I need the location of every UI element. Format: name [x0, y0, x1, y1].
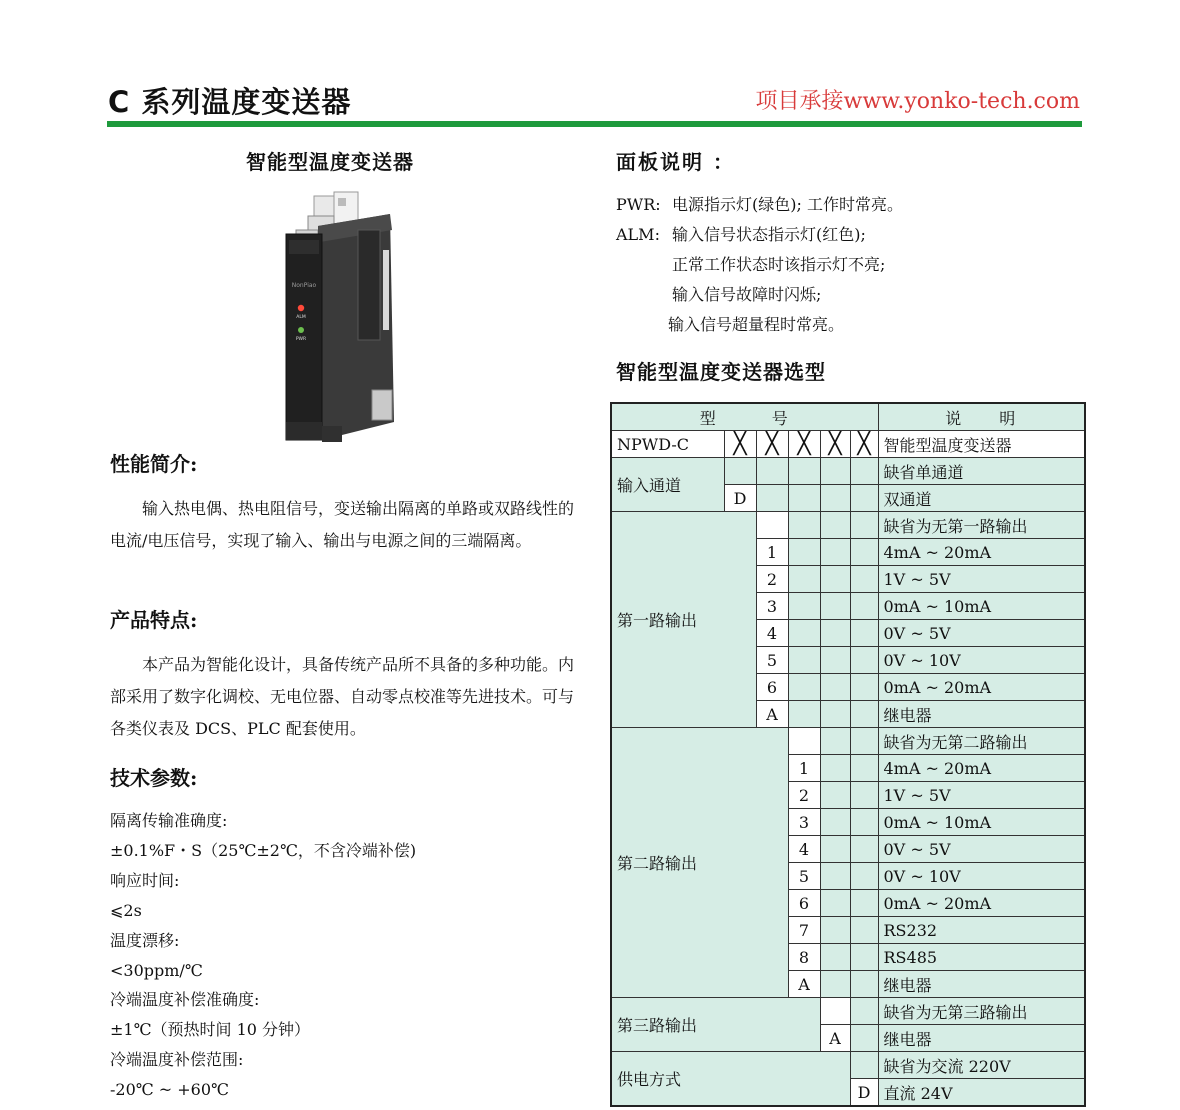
option-code: A	[820, 1025, 850, 1052]
filler-cell	[850, 971, 878, 998]
x-mark: ╳	[850, 431, 878, 458]
filler-cell	[850, 782, 878, 809]
filler-cell	[788, 458, 820, 485]
table-row	[611, 431, 1085, 458]
filler-cell	[850, 674, 878, 701]
product-title: 智能型温度变送器	[246, 150, 414, 174]
product-image	[278, 190, 408, 445]
panel-heading: 面板说明 ：	[616, 150, 735, 174]
filler-cell	[756, 485, 788, 512]
option-code: D	[850, 1079, 878, 1107]
filler-cell	[820, 809, 850, 836]
option-desc: 0V ~ 10V	[878, 647, 1085, 674]
intro-text: 输入热电偶、热电阻信号，变送输出隔离的单路或双路线性的电流/电压信号，实现了输入、输出与电源之间的三端隔离。	[110, 499, 575, 550]
option-code: 4	[788, 836, 820, 863]
filler-cell	[850, 485, 878, 512]
filler-cell	[788, 512, 820, 539]
option-code: 1	[788, 755, 820, 782]
option-code: 3	[788, 809, 820, 836]
page-title: C 系列温度变送器	[108, 85, 352, 119]
option-code	[850, 1052, 878, 1079]
x-mark: ╳	[724, 431, 756, 458]
filler-cell	[850, 836, 878, 863]
selection-heading: 智能型温度变送器选型	[616, 360, 826, 384]
filler-cell	[820, 917, 850, 944]
group-name: 第三路输出	[611, 998, 820, 1052]
header-desc: 说 明	[878, 403, 1085, 431]
led-label-pwr: PWR	[295, 337, 307, 342]
spec-line: 冷端温度补偿范围:	[110, 1050, 244, 1070]
option-code: 2	[756, 566, 788, 593]
option-desc: 0mA ~ 20mA	[878, 890, 1085, 917]
filler-cell	[850, 539, 878, 566]
filler-cell	[850, 809, 878, 836]
option-desc: 0V ~ 10V	[878, 863, 1085, 890]
option-desc: 缺省为无第三路输出	[878, 998, 1085, 1025]
filler-cell	[850, 701, 878, 728]
features-heading: 产品特点:	[110, 608, 198, 632]
filler-cell	[788, 539, 820, 566]
filler-cell	[788, 620, 820, 647]
spec-line: 冷端温度补偿准确度:	[110, 990, 260, 1010]
filler-cell	[850, 863, 878, 890]
option-desc: RS232	[878, 917, 1085, 944]
filler-cell	[850, 620, 878, 647]
filler-cell	[820, 782, 850, 809]
panel-line	[616, 310, 903, 340]
option-desc: 0V ~ 5V	[878, 620, 1085, 647]
filler-cell	[820, 512, 850, 539]
panel-line-text: 输入信号超量程时常亮。	[668, 315, 845, 334]
filler-cell	[756, 458, 788, 485]
filler-cell	[820, 647, 850, 674]
option-code: A	[756, 701, 788, 728]
filler-cell	[850, 917, 878, 944]
option-code: A	[788, 971, 820, 998]
filler-cell	[850, 998, 878, 1025]
option-code: 2	[788, 782, 820, 809]
group-name: 供电方式	[611, 1052, 850, 1107]
option-code: 6	[756, 674, 788, 701]
filler-cell	[820, 836, 850, 863]
panel-line	[616, 190, 903, 220]
filler-cell	[850, 593, 878, 620]
option-code: 5	[756, 647, 788, 674]
filler-cell	[820, 863, 850, 890]
filler-cell	[820, 755, 850, 782]
filler-cell	[850, 944, 878, 971]
x-mark: ╳	[820, 431, 850, 458]
panel-line	[616, 280, 903, 310]
filler-cell	[788, 566, 820, 593]
table-row	[611, 512, 1085, 539]
spec-line: 响应时间:	[110, 870, 180, 890]
option-desc: 缺省为无第一路输出	[878, 512, 1085, 539]
filler-cell	[820, 458, 850, 485]
option-code: 1	[756, 539, 788, 566]
filler-cell	[820, 566, 850, 593]
option-desc: 直流 24V	[878, 1079, 1085, 1107]
option-code: 7	[788, 917, 820, 944]
panel-line-label: PWR:	[616, 195, 661, 214]
panel-line-text: 输入信号状态指示灯(红色);	[672, 225, 866, 244]
option-desc: 0V ~ 5V	[878, 836, 1085, 863]
filler-cell	[850, 458, 878, 485]
spec-line: 隔离传输准确度:	[110, 811, 228, 830]
option-desc: 缺省为交流 220V	[878, 1052, 1085, 1079]
panel-line-text: 输入信号故障时闪烁;	[672, 285, 822, 304]
filler-cell	[850, 755, 878, 782]
product-brand: NonPiao	[291, 282, 317, 289]
group-name: 第二路输出	[611, 728, 788, 998]
option-code	[724, 458, 756, 485]
option-code: 3	[756, 593, 788, 620]
option-code: D	[724, 485, 756, 512]
option-desc: 4mA ~ 20mA	[878, 755, 1085, 782]
option-code	[788, 728, 820, 755]
spec-line: ±1℃（预热时间 10 分钟）	[110, 1020, 311, 1040]
option-desc: 缺省单通道	[878, 458, 1085, 485]
option-desc: 0mA ~ 20mA	[878, 674, 1085, 701]
group-name: 输入通道	[611, 458, 724, 512]
option-desc: 缺省为无第二路输出	[878, 728, 1085, 755]
filler-cell	[788, 485, 820, 512]
filler-cell	[788, 593, 820, 620]
filler-cell	[850, 1025, 878, 1052]
table-row	[611, 728, 1085, 755]
option-desc: 4mA ~ 20mA	[878, 539, 1085, 566]
led-label-alm: ALM	[296, 315, 306, 320]
specs-heading: 技术参数:	[110, 766, 198, 790]
group-name: 第一路输出	[611, 512, 756, 728]
filler-cell	[820, 971, 850, 998]
option-desc: 双通道	[878, 485, 1085, 512]
specs-list	[110, 806, 416, 1105]
spec-line: ±0.1%F・S（25℃±2℃，不含冷端补偿)	[110, 840, 417, 860]
filler-cell	[820, 944, 850, 971]
filler-cell	[850, 566, 878, 593]
option-code: 5	[788, 863, 820, 890]
option-code: 8	[788, 944, 820, 971]
filler-cell	[820, 593, 850, 620]
filler-cell	[820, 701, 850, 728]
filler-cell	[850, 728, 878, 755]
filler-cell	[850, 647, 878, 674]
intro-heading: 性能简介:	[110, 452, 198, 476]
option-desc: 1V ~ 5V	[878, 782, 1085, 809]
filler-cell	[788, 674, 820, 701]
option-desc: 继电器	[878, 1025, 1085, 1052]
option-code: 4	[756, 620, 788, 647]
table-row	[611, 998, 1085, 1025]
filler-cell	[820, 485, 850, 512]
model-selection-table	[610, 402, 1086, 1107]
spec-line: ⩽2s	[110, 900, 142, 920]
filler-cell	[850, 890, 878, 917]
table-header-row	[611, 403, 1085, 431]
option-desc: 1V ~ 5V	[878, 566, 1085, 593]
filler-cell	[850, 512, 878, 539]
table-row	[611, 1052, 1085, 1079]
filler-cell	[788, 647, 820, 674]
filler-cell	[788, 701, 820, 728]
panel-line	[616, 250, 903, 280]
panel-line	[616, 220, 903, 250]
model-desc: 智能型温度变送器	[878, 431, 1085, 458]
spec-line: <30ppm/℃	[110, 960, 203, 980]
filler-cell	[820, 620, 850, 647]
option-desc: 0mA ~ 10mA	[878, 593, 1085, 620]
option-desc: RS485	[878, 944, 1085, 971]
features-text: 本产品为智能化设计，具备传统产品所不具备的多种功能。内部采用了数字化调校、无电位器、自动零点校准等先进技术。可与各类仪表及 DCS、PLC 配套使用。	[110, 655, 575, 738]
panel-line-label: ALM:	[616, 225, 660, 244]
filler-cell	[820, 728, 850, 755]
panel-line-text: 正常工作状态时该指示灯不亮;	[672, 255, 886, 274]
option-code: 6	[788, 890, 820, 917]
option-code	[756, 512, 788, 539]
header-divider	[107, 121, 1082, 127]
x-mark: ╳	[788, 431, 820, 458]
option-desc: 继电器	[878, 701, 1085, 728]
filler-cell	[820, 539, 850, 566]
filler-cell	[820, 674, 850, 701]
filler-cell	[820, 890, 850, 917]
panel-line-text: 电源指示灯(绿色); 工作时常亮。	[672, 195, 903, 214]
x-mark: ╳	[756, 431, 788, 458]
table-row	[611, 458, 1085, 485]
model-code: NPWD-C	[611, 431, 724, 458]
panel-description	[616, 190, 903, 340]
option-desc: 0mA ~ 10mA	[878, 809, 1085, 836]
spec-line: 温度漂移:	[110, 930, 180, 950]
spec-line: -20℃ ~ +60℃	[110, 1080, 229, 1100]
option-code	[820, 998, 850, 1025]
header-model: 型 号	[611, 403, 878, 431]
website-link[interactable]: 项目承接www.yonko-tech.com	[755, 89, 1080, 114]
option-desc: 继电器	[878, 971, 1085, 998]
